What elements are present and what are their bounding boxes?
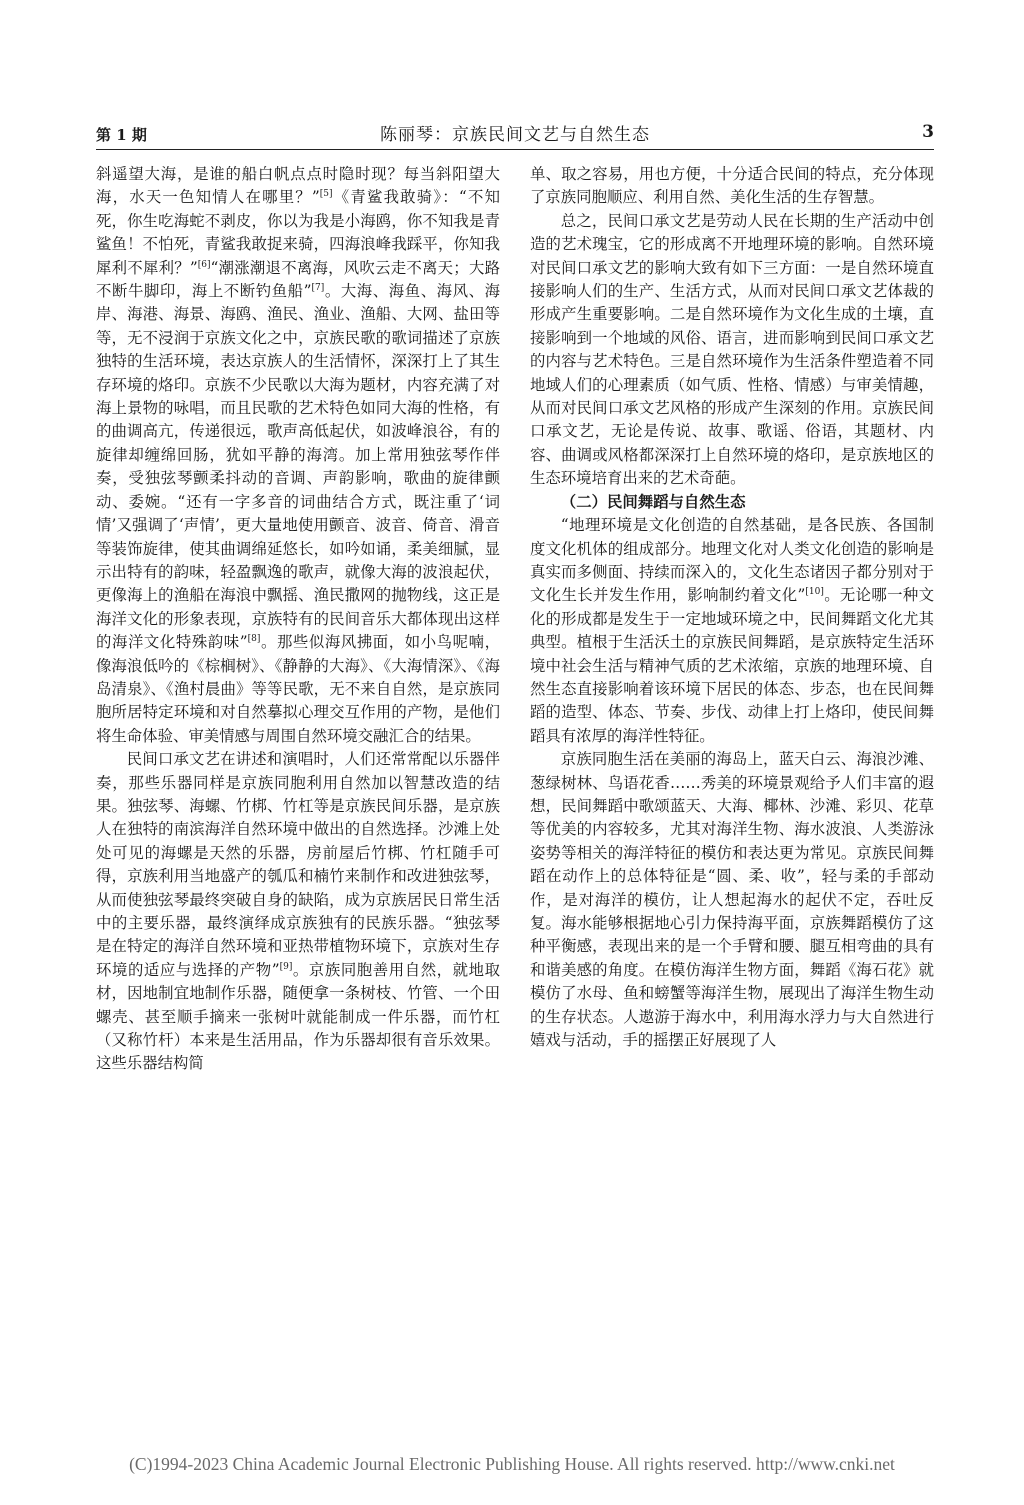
- left-column: [96, 163, 500, 1076]
- paragraph-folk-songs: [96, 163, 500, 748]
- text-run: 民间口承文艺在讲述和演唱时，人们还常常配以乐器伴奏，那些乐器同样是京族同胞利用自然加以智慧改造的结果。独弦琴、海螺、竹梆、竹杠等是京族民间乐器，是京族人在独特的南滨海洋自然环境中做出的自然选择。沙滩上处处可见的海螺是天然的乐器，房前屋后竹梆、竹杠随手可得，京族利用当地盛产的瓠瓜和楠竹来制作和改进独弦琴，从而使独弦琴最终突破自身的缺陷，成为京族居民日常生活中的主要乐器，最终演绎成京族独有的民族乐器。“独弦琴是在特定的海洋自然环境和亚热带植物环境下，京族对生存环境的适应与选择的产物”: [96, 750, 500, 979]
- paragraph-dance-geography: [530, 514, 934, 748]
- citation-ref-6[interactable]: [6]: [197, 259, 211, 270]
- header-divider: [96, 149, 934, 150]
- paragraph-dance-imitation: 京族同胞生活在美丽的海岛上，蓝天白云、海浪沙滩、葱绿树林、鸟语花香……秀美的环境景观给予人们丰富的遐想，民间舞蹈中歌颂蓝天、大海、椰林、沙滩、彩贝、花草等优美的内容较多，尤其对海洋生物、海水波浪、人类游泳姿势等相关的海洋特征的模仿和表达更为常见。京族民间舞蹈在动作上的总体特征是“圆、柔、收”，轻与柔的手部动作，是对海洋的模仿，让人想起海水的起伏不定，吞吐反复。海水能够根据地心引力保持海平面，京族舞蹈模仿了这种平衡感，表现出来的是一个手臂和腰、腿互相弯曲的具有和谐美感的角度。在模仿海洋生物方面，舞蹈《海石花》就模仿了水母、鱼和螃蟹等海洋生物，展现出了海洋生物生动的生存状态。人遨游于海水中，利用海水浮力与大自然进行嬉戏与活动，手的摇摆正好展现了人: [530, 750, 934, 1050]
- text-run: 。大海、海鱼、海风、海岸、海港、海景、海鸥、渔民、渔业、渔船、大网、盐田等等，无不浸润于京族文化之中，京族民歌的歌词描述了京族独特的生活环境，表达京族人的生活情怀，深深打上了其生存环境的烙印。京族不少民歌以大海为题材，内容充满了对海上景物的咏唱，而且民歌的艺术特色如同大海的性格，有的曲调高亢，传递很远，歌声高低起伏，如波峰浪谷，有的旋律却缠绵回肠，犹如平静的海湾。加上常用独弦琴作伴奏，受独弦琴颤柔抖动的音调、声韵影响，歌曲的旋律颤动、委婉。“还有一字多音的词曲结合方式，既注重了‘词情’又强调了‘声情’，更大量地使用颤音、波音、倚音、滑音等装饰旋律，使其曲调绵延悠长，如吟如诵，柔美细腻，显示出特有的韵味，轻盈飘逸的歌声，就像大海的波浪起伏，更像海上的渔船在海浪中飘摇、渔民撒网的抛物线，这正是海洋文化的形象表现，京族特有的民间音乐大都体现出这样的海洋文化特殊韵味”: [96, 282, 500, 652]
- text-run: 《青鲨我敢骑》：“不知死，你生吃海蛇不剥皮，你以为我是小海鸥，你不知我是青鲨鱼！不怕死，青鲨我敢捉来骑，四海浪峰我踩平，你知我犀利不犀利？”: [96, 188, 500, 277]
- text-run: “地理环境是文化创造的自然基础，是各民族、各国制度文化机体的组成部分。地理文化对人类文化创造的影响是真实而多侧面、持续而深入的，文化生态诸因子都分别对于文化生长并发生作用，影响制约着文化”: [530, 516, 934, 605]
- text-run: 。无论哪一种文化的形成都是发生于一定地域环境之中，民间舞蹈文化尤其典型。植根于生活沃土的京族民间舞蹈，是京族特定生活环境中社会生活与精神气质的艺术浓缩，京族的地理环境、自然生态直接影响着该环境下居民的体态、步态，也在民间舞蹈的造型、体态、节奏、步伐、动律上打上烙印，使民间舞蹈具有浓厚的海洋性特征。: [530, 586, 934, 745]
- copyright-footer: (C)1994-2023 China Academic Journal Electronic Publishing House. All rights reserved. http://www.cnki.net: [129, 1454, 895, 1474]
- section-heading: （二）民间舞蹈与自然生态: [560, 492, 746, 511]
- paragraph-continuation: 单、取之容易，用也方便，十分适合民间的特点，充分体现了京族同胞顺应、利用自然、美化生活的生存智慧。: [530, 165, 934, 207]
- citation-ref-7[interactable]: [7]: [311, 282, 325, 293]
- paragraph-summary: 总之，民间口承文艺是劳动人民在长期的生产活动中创造的艺术瑰宝，它的形成离不开地理环境的影响。自然环境对民间口承文艺的影响大致有如下三方面：一是自然环境直接影响人们的生产、生活方式，从而对民间口承文艺体裁的形成产生重要影响。二是自然环境作为文化生成的土壤，直接影响到一个地域的风俗、语言，进而影响到民间口承文艺的内容与艺术特色。三是自然环境作为生活条件塑造着不同地域人们的心理素质（如气质、性格、情感）与审美情趣，从而对民间口承文艺风格的形成产生深刻的作用。京族民间口承文艺，无论是传说、故事、歌谣、俗语，其题材、内容、曲调或风格都深深打上自然环境的烙印，是京族地区的生态环境培育出来的艺术奇葩。: [530, 211, 934, 488]
- text-run: 。那些似海风拂面，如小鸟呢喃，像海浪低吟的《棕榈树》、《静静的大海》、《大海情深》、《海岛清泉》、《渔村晨曲》等等民歌，无不来自自然，是京族同胞所居特定环境和对自然摹拟心理交互作用的产物，是他们将生命体验、审美情感与周围自然环境交融汇合的结果。: [96, 633, 500, 745]
- right-column: [530, 163, 934, 1052]
- text-run: “潮涨潮退不离海，风吹云走不离天；大路不断牛脚印，海上不断钓鱼船”: [96, 258, 500, 301]
- text-run: 斜遥望大海，是谁的船白帆点点时隐时现？每当斜阳望大海，水天一色知情人在哪里？”: [96, 165, 500, 207]
- citation-ref-10[interactable]: [10]: [805, 587, 824, 598]
- citation-ref-8[interactable]: [8]: [247, 634, 261, 644]
- running-title: 陈丽琴：京族民间文艺与自然生态: [380, 125, 650, 145]
- text-run: 。京族同胞善用自然，就地取材，因地制宜地制作乐器，随便拿一条树枝、竹管、一个田螺壳、甚至顺手摘来一张树叶就能制成一件乐器，而竹杠（又称竹杆）本来是生活用品，作为乐器却很有音乐效果。这些乐器结构简: [96, 960, 500, 1073]
- citation-ref-5[interactable]: [5]: [319, 189, 333, 200]
- paragraph-instruments: [96, 748, 500, 1076]
- citation-ref-9[interactable]: [9]: [279, 961, 293, 972]
- issue-number: 第 1 期: [96, 126, 147, 144]
- page-number: 3: [922, 122, 934, 142]
- running-header: [96, 120, 934, 146]
